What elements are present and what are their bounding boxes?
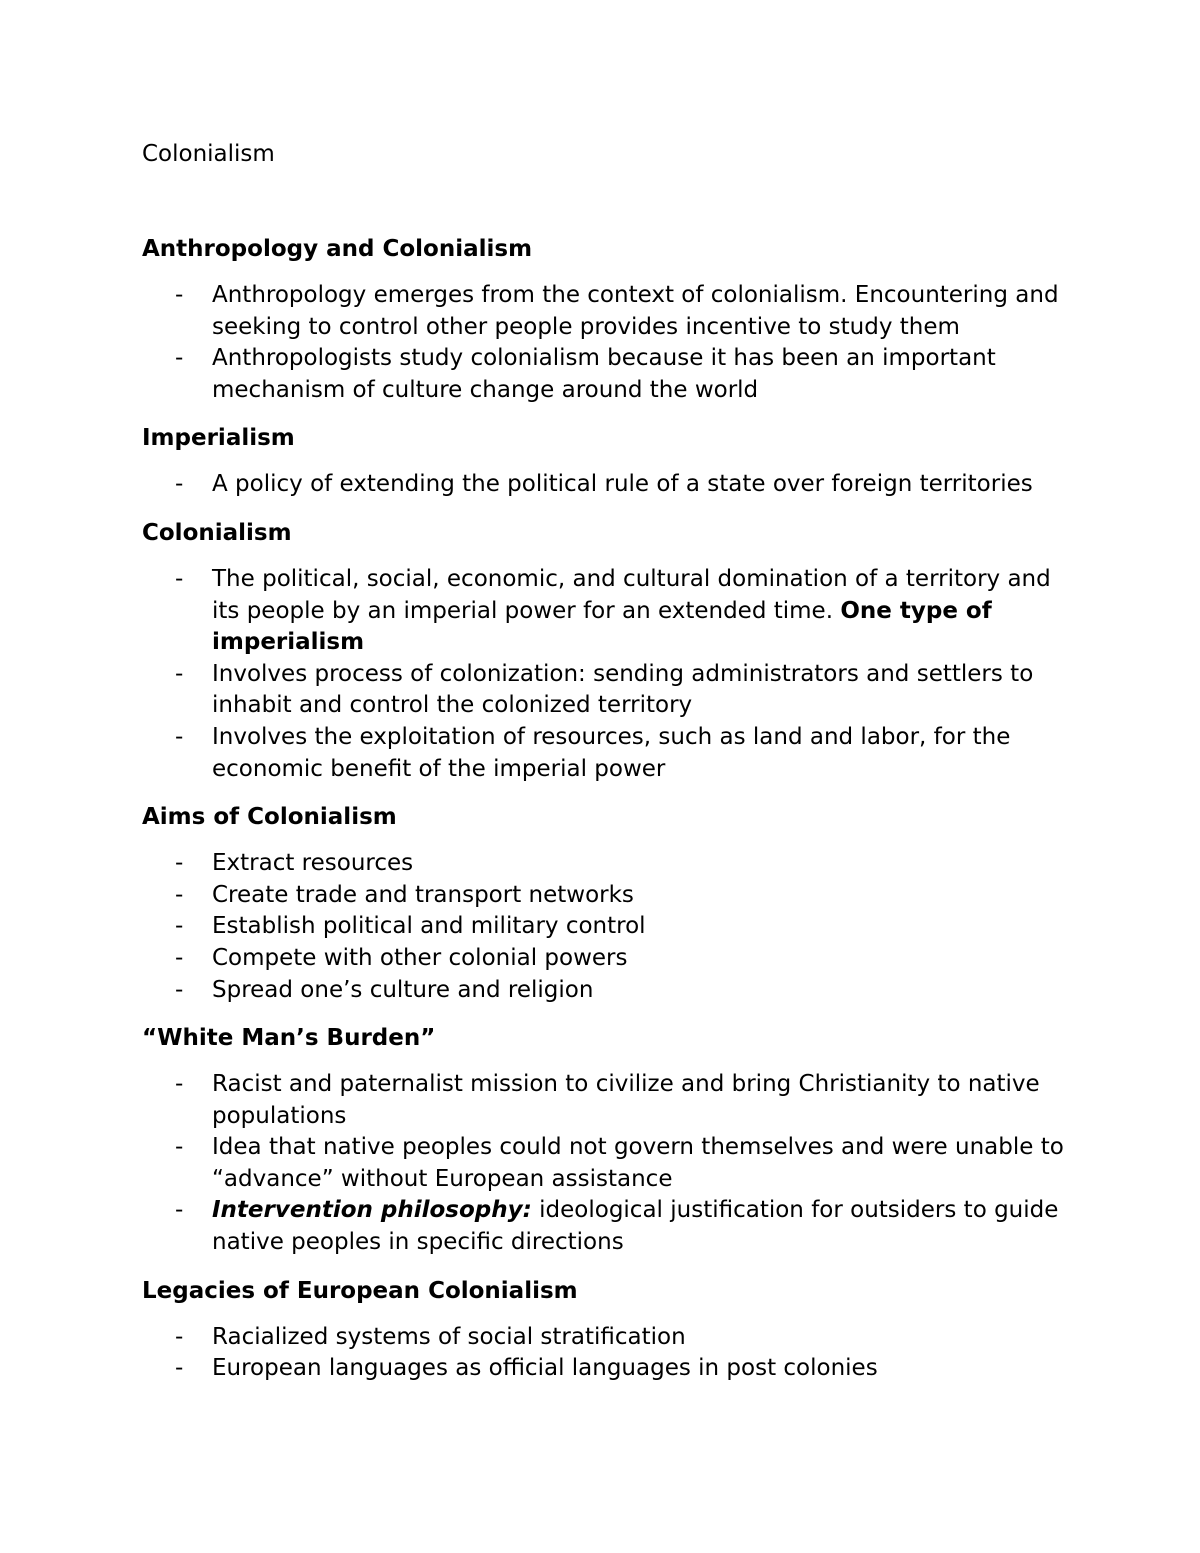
list-item-text: Create trade and transport networks [212,881,634,908]
bullet-list [142,280,1072,406]
list-item [142,880,1072,912]
term-text: Intervention philosophy: [212,1197,532,1224]
section-colonialism [142,517,1072,785]
bullet-list [142,848,1072,1006]
list-item-text: European languages as official languages in post colonies [212,1355,878,1382]
emphasis-text: One type of imperialism [212,597,992,656]
list-item [142,1069,1072,1132]
dash-bullet: - [175,944,184,971]
list-item [142,975,1072,1007]
section-heading: Imperialism [142,425,295,452]
list-item [142,943,1072,975]
list-item-text: Anthropology emerges from the context of colonialism. Encountering and seeking to control other people provides incentive to study them [212,282,1059,340]
section-imperialism [142,422,1072,501]
list-item-text: Anthropologists study colonialism because it has been an important mechanism of culture change around the world [212,345,996,403]
section-heading: “White Man’s Burden” [142,1025,436,1052]
list-item-text: Racist and paternalist mission to civilize and bring Christianity to native populations [212,1071,1040,1129]
list-item [142,564,1072,659]
list-item [142,1132,1072,1195]
section-heading: Colonialism [142,519,292,546]
bullet-list [142,469,1072,501]
dash-bullet: - [175,913,184,940]
dash-bullet: - [175,565,184,592]
list-item-text: Extract resources [212,850,414,877]
section-anthropology [142,233,1072,406]
dash-bullet: - [175,345,184,372]
document-title: Colonialism [142,141,275,167]
list-item-text: Compete with other colonial powers [212,944,628,971]
bullet-list [142,1069,1072,1259]
section-heading: Legacies of European Colonialism [142,1277,578,1304]
dash-bullet: - [175,850,184,877]
dash-bullet: - [175,660,184,687]
section-legacies [142,1275,1072,1385]
dash-bullet: - [175,1323,184,1350]
dash-bullet: - [175,881,184,908]
list-item [142,722,1072,785]
list-item [142,1322,1072,1354]
document-page [142,138,1072,1385]
list-item-text: Spread one’s culture and religion [212,976,594,1003]
list-item [142,469,1072,501]
list-item-text: Racialized systems of social stratification [212,1323,686,1350]
dash-bullet: - [175,1197,184,1224]
dash-bullet: - [175,976,184,1003]
bullet-list [142,564,1072,785]
section-heading: Anthropology and Colonialism [142,236,533,262]
list-item [142,848,1072,880]
list-item-text: Idea that native peoples could not govern themselves and were unable to “advance” without European assistance [212,1134,1064,1192]
dash-bullet: - [175,1355,184,1382]
list-item-text: Establish political and military control [212,913,646,940]
dash-bullet: - [175,723,184,750]
list-item [142,1195,1072,1258]
dash-bullet: - [175,471,184,498]
list-item-text: The political, social, economic, and cultural domination of a territory and its people by an imperial power for an extended time. [212,565,1051,624]
list-item [142,280,1072,343]
bullet-list [142,1322,1072,1385]
list-item-text: ideological justification for outsiders to guide native peoples in specific directions [212,1197,1059,1256]
dash-bullet: - [175,282,184,308]
list-item-text: Involves the exploitation of resources, such as land and labor, for the economic benefit of the imperial power [212,723,1011,782]
list-item [142,343,1072,406]
dash-bullet: - [175,1134,184,1161]
list-item-text: Involves process of colonization: sending administrators and settlers to inhabit and control the colonized territory [212,660,1034,719]
section-heading: Aims of Colonialism [142,804,397,831]
list-item [142,659,1072,722]
list-item [142,1353,1072,1385]
section-white-mans-burden [142,1022,1072,1259]
list-item-text: A policy of extending the political rule of a state over foreign territories [212,471,1033,498]
section-aims [142,801,1072,1006]
dash-bullet: - [175,1071,184,1098]
list-item [142,911,1072,943]
